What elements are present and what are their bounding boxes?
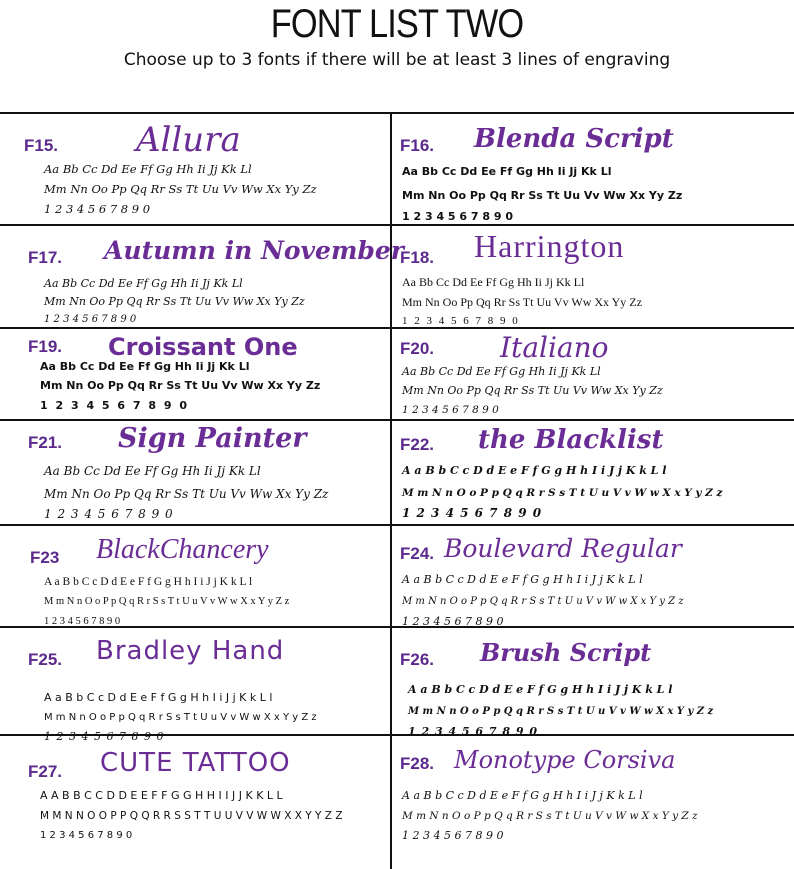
sample-letters-1: Aa Bb Cc Dd Ee Ff Gg Hh Ii Jj Kk Ll bbox=[402, 165, 612, 178]
sample-letters-2: M m N n O o P p Q q R r S s T t U u V v W w X x Y y Z z bbox=[44, 712, 317, 723]
sample-numbers: 1 2 3 4 5 6 7 8 9 0 bbox=[44, 314, 137, 325]
sample-letters-2: Mm Nn Oo Pp Qq Rr Ss Tt Uu Vv Ww Xx Yy Zz bbox=[44, 487, 329, 501]
font-code: F28. bbox=[400, 754, 435, 773]
sample-letters-2: Mm Nn Oo Pp Qq Rr Ss Tt Uu Vv Ww Xx Yy Zz bbox=[44, 295, 305, 308]
font-code: F16. bbox=[400, 136, 435, 155]
sample-letters-1: Aa Bb Cc Dd Ee Ff Gg Hh Ii Jj Kk Ll bbox=[402, 365, 601, 378]
sample-numbers: 1 2 3 4 5 6 7 8 9 0 bbox=[40, 399, 190, 412]
font-code: F22. bbox=[400, 435, 435, 454]
sample-numbers: 1 2 3 4 5 6 7 8 9 0 bbox=[402, 615, 504, 628]
sample-numbers: 1 2 3 4 5 6 7 8 9 0 bbox=[44, 616, 121, 627]
font-name: BlackChancery bbox=[96, 534, 269, 565]
font-name: Brush Script bbox=[480, 638, 652, 667]
font-card-croissant-one bbox=[0, 329, 390, 419]
font-card-blackchancery bbox=[0, 526, 390, 626]
font-name: Sign Painter bbox=[118, 423, 307, 454]
font-code: F27. bbox=[28, 762, 63, 781]
font-card-allura bbox=[0, 114, 390, 224]
font-card-blenda-script bbox=[392, 114, 794, 224]
sample-letters-1: Aa Bb Cc Dd Ee Ff Gg Hh Ii Jj Kk Ll bbox=[402, 275, 585, 289]
font-name: Blenda Script bbox=[474, 124, 674, 154]
sample-letters-1: A a B b C c D d E e F f G g H h I i J j K k L l bbox=[402, 789, 643, 802]
font-name: Croissant One bbox=[108, 333, 298, 361]
sample-letters-2: M M N N O O P P Q Q R R S S T T U U V V W W X X Y Y Z Z bbox=[40, 810, 343, 822]
sample-letters-2: Mm Nn Oo Pp Qq Rr Ss Tt Uu Vv Ww Xx Yy Zz bbox=[40, 379, 321, 392]
sample-letters-1: A a B b C c D d E e F f G g H h I i J j K k L l bbox=[408, 683, 673, 696]
font-code: F19. bbox=[28, 337, 63, 356]
sample-numbers: 1 2 3 4 5 6 7 8 9 0 bbox=[44, 507, 174, 521]
sample-letters-2: M m N n O o P p Q q R r S s T t U u V v W w X x Y y Z z bbox=[44, 596, 290, 607]
font-grid bbox=[0, 112, 794, 869]
font-card-cute-tattoo bbox=[0, 736, 390, 869]
page-subtitle: Choose up to 3 fonts if there will be at least 3 lines of engraving bbox=[123, 50, 671, 70]
font-card-boulevard-regular bbox=[392, 526, 794, 626]
font-name: Monotype Corsiva bbox=[454, 746, 676, 774]
font-card-harrington bbox=[392, 226, 794, 327]
font-name: Autumn in November bbox=[104, 236, 404, 265]
font-name: CUTE TATTOO bbox=[100, 748, 291, 778]
font-code: F21. bbox=[28, 433, 63, 452]
sample-numbers: 1 2 3 4 5 6 7 8 9 0 bbox=[402, 210, 514, 223]
sample-letters-2: Mm Nn Oo Pp Qq Rr Ss Tt Uu Vv Ww Xx Yy Zz bbox=[44, 182, 317, 196]
sample-letters-2: M m N n O o P p Q q R r S s T t U u V v W w X x Y y Z z bbox=[402, 810, 698, 822]
font-card-bradley-hand bbox=[0, 628, 390, 743]
font-code: F15. bbox=[24, 136, 59, 155]
sample-letters-1: A a B b C c D d E e F f G g H h I i J j K k L l bbox=[44, 576, 253, 588]
sample-letters-2: M m N n O o P p Q q R r S s T t U u V v W w X x Y y Z z bbox=[402, 596, 684, 607]
page-title: FONT LIST TWO bbox=[270, 2, 524, 46]
font-card-monotype-corsiva bbox=[392, 736, 794, 869]
font-card-italiano bbox=[392, 329, 794, 419]
sample-letters-2: Mm Nn Oo Pp Qq Rr Ss Tt Uu Vv Ww Xx Yy Zz bbox=[402, 384, 663, 397]
sample-letters-1: Aa Bb Cc Dd Ee Ff Gg Hh Ii Jj Kk Ll bbox=[40, 360, 250, 373]
sample-numbers: 1 2 3 4 5 6 7 8 9 0 bbox=[44, 730, 165, 743]
font-name: Boulevard Regular bbox=[444, 534, 682, 563]
font-code: F18. bbox=[400, 248, 435, 267]
font-name: Italiano bbox=[500, 331, 609, 364]
sample-letters-1: A a B b C c D d E e F f G g H h I i J j K k L l bbox=[402, 573, 643, 586]
sample-letters-2: M m N n O o P p Q q R r S s T t U u V v W w X x Y y Z z bbox=[402, 487, 723, 499]
sample-letters-1: Aa Bb Cc Dd Ee Ff Gg Hh Ii Jj Kk Ll bbox=[44, 464, 261, 478]
font-card-the-blacklist bbox=[392, 421, 794, 524]
font-code: F17. bbox=[28, 248, 63, 267]
sample-numbers: 1 2 3 4 5 6 7 8 9 0 bbox=[402, 506, 543, 520]
font-code: F25. bbox=[28, 650, 63, 669]
font-name: the Blacklist bbox=[478, 425, 664, 455]
font-card-brush-script bbox=[392, 628, 794, 738]
sample-numbers: 1 2 3 4 5 6 7 8 9 0 bbox=[40, 830, 133, 841]
sample-letters-2: Mm Nn Oo Pp Qq Rr Ss Tt Uu Vv Ww Xx Yy Zz bbox=[402, 189, 683, 202]
sample-numbers: 1 2 3 4 5 6 7 8 9 0 bbox=[44, 202, 151, 216]
sample-letters-1: A a B b C c D d E e F f G g H h I i J j K k L l bbox=[44, 691, 273, 704]
sample-numbers: 1 2 3 4 5 6 7 8 9 0 bbox=[402, 829, 504, 842]
font-card-autumn-in-november bbox=[0, 226, 404, 327]
sample-numbers: 1 2 3 4 5 6 7 8 9 0 bbox=[408, 725, 539, 738]
font-name: Allura bbox=[136, 120, 241, 160]
sample-letters-2: M m N n O o P p Q q R r S s T t U u V v W w X x Y y Z z bbox=[408, 706, 714, 717]
sample-letters-2: Mm Nn Oo Pp Qq Rr Ss Tt Uu Vv Ww Xx Yy Zz bbox=[402, 295, 642, 309]
font-code: F20. bbox=[400, 339, 435, 358]
font-code: F26. bbox=[400, 650, 435, 669]
sample-letters-1: Aa Bb Cc Dd Ee Ff Gg Hh Ii Jj Kk Ll bbox=[44, 277, 243, 290]
font-code: F23 bbox=[30, 548, 60, 567]
font-name: Bradley Hand bbox=[96, 636, 285, 666]
sample-numbers: 1 2 3 4 5 6 7 8 9 0 bbox=[402, 315, 520, 327]
font-name: Harrington bbox=[474, 228, 625, 264]
sample-letters-1: Aa Bb Cc Dd Ee Ff Gg Hh Ii Jj Kk Ll bbox=[44, 162, 252, 176]
sample-numbers: 1 2 3 4 5 6 7 8 9 0 bbox=[402, 404, 499, 416]
font-card-sign-painter bbox=[0, 421, 390, 524]
sample-letters-1: A A B B C C D D E E F F G G H H I I J J K K L L bbox=[40, 789, 283, 802]
font-code: F24. bbox=[400, 544, 435, 563]
sample-letters-1: A a B b C c D d E e F f G g H h I i J j K k L l bbox=[402, 464, 667, 477]
